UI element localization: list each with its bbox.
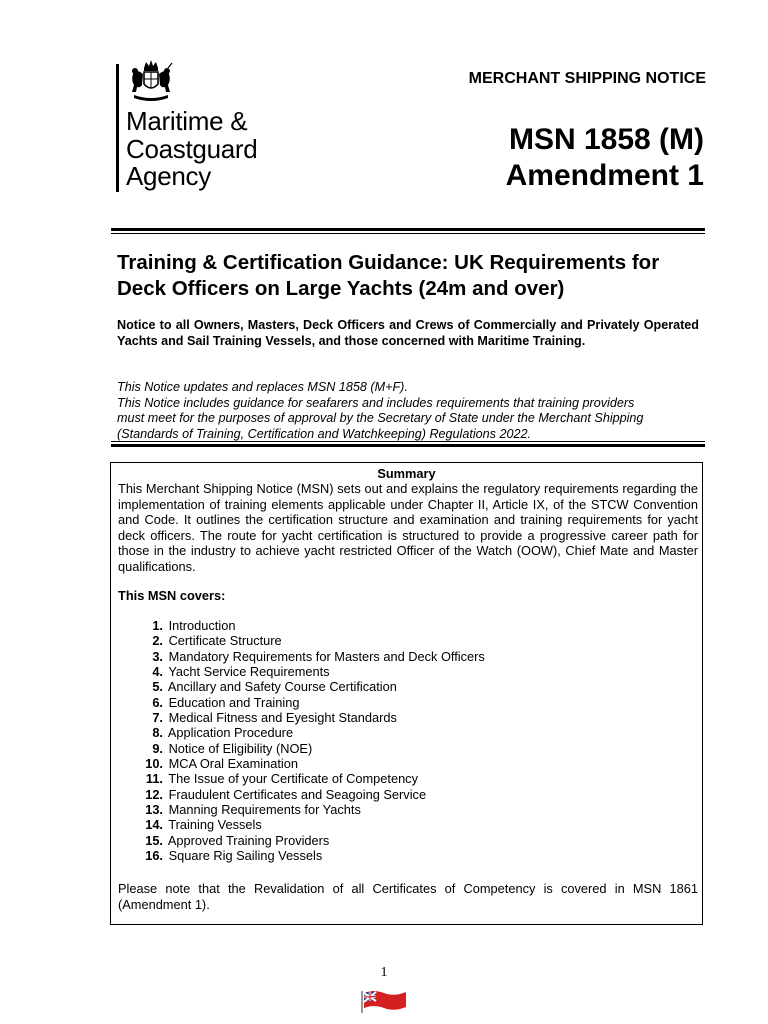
item-number: 12.	[145, 786, 163, 802]
summary-heading: Summary	[377, 466, 436, 481]
item-label: Training Vessels	[168, 817, 262, 833]
contents-list	[139, 618, 485, 864]
list-item	[139, 695, 485, 710]
item-label: Notice of Eligibility (NOE)	[168, 740, 313, 756]
summary-text: This Merchant Shipping Notice (MSN) sets out and explains the regulatory requirements regarding the implementation of training elements applicable under Chapter II, Article IX, of the STCW Convention and Code. It outlines the certification structure and examination and training requirements for yacht deck officers. The route for yacht certification is structured to provide a progressive career path for those in the industry to achieve yacht restricted Officer of the Watch (OOW), Chief Mate and Master qualifications.	[118, 481, 698, 574]
item-number: 8.	[152, 725, 163, 741]
list-item	[139, 664, 485, 679]
agency-name-line: Agency	[126, 161, 211, 191]
item-label: Mandatory Requirements for Masters and Deck Officers	[168, 648, 485, 664]
list-item	[139, 649, 485, 664]
agency-name	[126, 108, 257, 191]
item-number: 5.	[152, 679, 163, 695]
msn-number: MSN 1858 (M)	[508, 123, 704, 156]
agency-name-line: Coastguard	[126, 133, 258, 164]
list-item	[139, 710, 485, 725]
royal-crest-icon	[124, 58, 178, 104]
list-item	[139, 787, 485, 802]
item-number: 9.	[152, 740, 163, 756]
audience-notice: Notice to all Owners, Masters, Deck Officers and Crews of Commercially and Privately Operated Yachts and Sail Training Vessels, and those concerned with Maritime Training.	[117, 318, 699, 348]
item-label: Square Rig Sailing Vessels	[168, 848, 323, 864]
item-label: Approved Training Providers	[167, 832, 330, 848]
update-note-line: must meet for the purposes of approval by the Secretary of State under the Merchant Shipping	[117, 411, 644, 425]
item-label: The Issue of your Certificate of Competency	[168, 771, 418, 787]
agency-logo	[112, 58, 302, 198]
update-note-line: This Notice updates and replaces MSN 1858 (M+F).	[117, 380, 408, 394]
list-item	[139, 848, 485, 863]
item-label: Application Procedure	[167, 725, 294, 741]
list-item	[139, 802, 485, 817]
item-number: 3.	[152, 648, 163, 664]
item-number: 2.	[152, 633, 163, 649]
list-item	[139, 741, 485, 756]
msn-amendment: Amendment 1	[505, 159, 704, 192]
list-item	[139, 833, 485, 848]
logo-divider-bar	[116, 64, 119, 192]
header-rule	[111, 228, 705, 234]
page-number: 1	[380, 965, 388, 980]
item-label: Fraudulent Certificates and Seagoing Service	[168, 786, 427, 802]
item-number: 15.	[145, 832, 163, 848]
item-label: Education and Training	[168, 694, 300, 710]
summary-box	[110, 462, 703, 925]
notice-type: MERCHANT SHIPPING NOTICE	[468, 70, 706, 87]
item-label: Manning Requirements for Yachts	[168, 802, 361, 818]
update-note-line: (Standards of Training, Certification and Watchkeeping) Regulations 2022.	[117, 426, 531, 441]
item-number: 16.	[145, 848, 163, 864]
list-item	[139, 817, 485, 832]
document-title: Training & Certification Guidance: UK Requirements for Deck Officers on Large Yachts (24m and over)	[117, 251, 660, 300]
agency-name-line: Maritime &	[126, 106, 248, 136]
item-number: 10.	[145, 756, 163, 772]
red-ensign-icon	[360, 987, 410, 1015]
list-item	[139, 725, 485, 740]
list-item	[139, 618, 485, 633]
update-notes	[117, 380, 701, 442]
covers-heading: This MSN covers:	[118, 588, 226, 603]
item-label: Yacht Service Requirements	[168, 664, 330, 680]
list-item	[139, 633, 485, 648]
item-label: Ancillary and Safety Course Certification	[167, 679, 397, 695]
update-note-line: This Notice includes guidance for seafarers and includes requirements that training providers	[117, 395, 635, 410]
list-item	[139, 756, 485, 771]
item-number: 11.	[145, 771, 163, 787]
item-number: 6.	[152, 694, 163, 710]
item-number: 13.	[145, 802, 163, 818]
item-label: MCA Oral Examination	[168, 756, 298, 772]
item-label: Introduction	[168, 618, 236, 633]
list-item	[139, 771, 485, 786]
revalidation-note: Please note that the Revalidation of all Certificates of Competency is covered in MSN 1861 (Amendment 1).	[118, 881, 698, 912]
item-label: Medical Fitness and Eyesight Standards	[168, 710, 397, 726]
item-number: 1.	[152, 618, 163, 633]
intro-rule	[111, 441, 705, 447]
item-number: 7.	[152, 710, 163, 726]
item-label: Certificate Structure	[168, 633, 282, 649]
item-number: 4.	[152, 664, 163, 680]
item-number: 14.	[145, 817, 163, 833]
list-item	[139, 679, 485, 694]
